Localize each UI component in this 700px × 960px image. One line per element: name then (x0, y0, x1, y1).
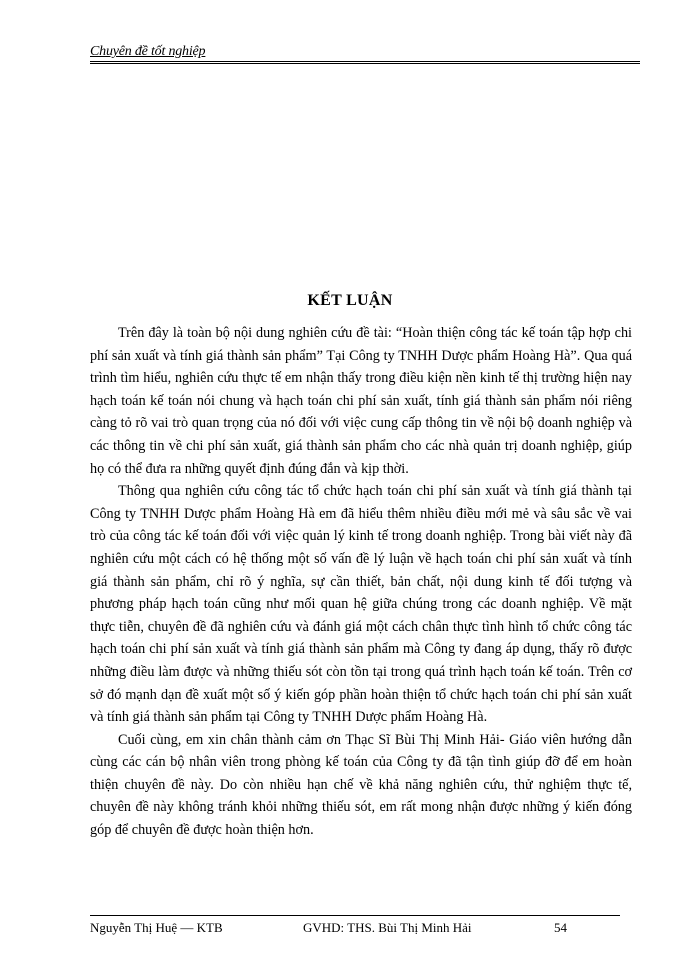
page-number: 54 (554, 920, 567, 935)
footer-author: Nguyễn Thị Huệ — KTB (90, 920, 223, 935)
document-body (90, 322, 632, 842)
page-header (90, 44, 640, 64)
page-footer (90, 915, 620, 938)
paragraph-3: Cuối cùng, em xin chân thành cảm ơn Thạc Sĩ Bùi Thị Minh Hải- Giáo viên hướng dẫn cùng các cán bộ nhân viên trong phòng kế toán của Công ty đã tận tình giúp đỡ để em hoàn thiện chuyên đề này. Do còn nhiều hạn chế về khả năng nghiên cứu, thử nghiệm thực tế, chuyên đề này không tránh khỏi những thiếu sót, em rất mong nhận được những ý kiến đóng góp để chuyên đề được hoàn thiện hơn. (90, 731, 632, 839)
paragraph-2: Thông qua nghiên cứu công tác tổ chức hạch toán chi phí sản xuất và tính giá thành tại Công ty TNHH Dược phẩm Hoàng Hà em đã hiểu thêm nhiều điều mới mẻ và sâu sắc về vai trò của công tác kế toán đối với việc quản lý kinh tế trong doanh nghiệp. Trong bài viết này đã nghiên cứu một cách có hệ thống một số vấn đề lý luận về hạch toán chi phí sản xuất và tính giá thành sản phẩm, chỉ rõ ý nghĩa, sự cần thiết, bản chất, nội dung kinh tế đối tượng và phương pháp hạch toán cũng như mối quan hệ giữa chúng trong các doanh nghiệp. Về mặt thực tiễn, chuyên đề đã nghiên cứu và đánh giá một cách chân thực tình hình tổ chức công tác hạch toán chi phí sản xuất và tính giá thành sản phẩm mà Công ty đang áp dụng, thấy rõ được những điều làm được và những thiếu sót còn tồn tại trong quá trình hạch toán kế toán. Trên cơ sở đó mạnh dạn đề xuất một số ý kiến góp phần hoàn thiện tổ chức hạch toán chi phí sản xuất và tính giá thành sản phẩm tại Công ty TNHH Dược phẩm Hoàng Hà. (90, 483, 632, 726)
document-title: KẾT LUẬN (307, 292, 393, 309)
header-rule (90, 61, 640, 64)
footer-advisor: GVHD: THS. Bùi Thị Minh Hải (303, 920, 472, 935)
header-title: Chuyên đề tốt nghiệp (90, 44, 206, 59)
paragraph-1: Trên đây là toàn bộ nội dung nghiên cứu đề tài: “Hoàn thiện công tác kế toán tập hợp chi phí sản xuất và tính giá thành sản phẩm” Tại Công ty TNHH Dược phẩm Hoàng Hà”. Qua quá trình tìm hiểu, nghiên cứu thực tế em nhận thấy trong điều kiện nền kinh tế thị trường hiện nay hạch toán kế toán nói chung và hạch toán chi phí sản xuất, tính giá thành sản phẩm nói riêng càng tỏ rõ vai trò quan trọng của nó đối với việc cung cấp thông tin về nội bộ doanh nghiệp và các thông tin về chi phí sản xuất, giá thành sản phẩm cho các nhà quản trị doanh nghiệp, giúp họ có thể đưa ra những quyết định đúng đắn và kịp thời. (90, 325, 632, 477)
